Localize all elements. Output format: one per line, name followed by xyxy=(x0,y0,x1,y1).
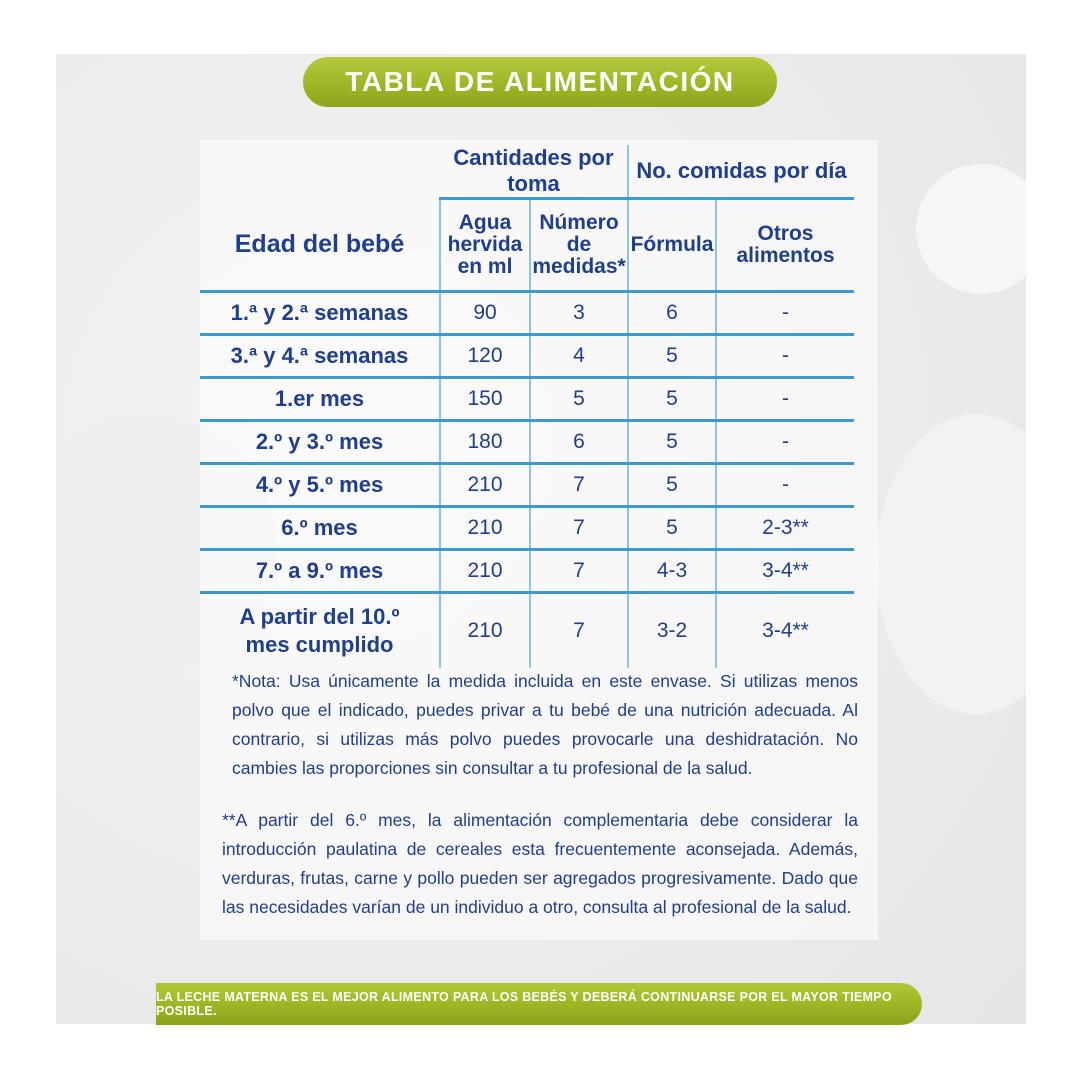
table-row xyxy=(200,421,854,464)
cell-scoops: 7 xyxy=(530,507,628,550)
cell-water-ml: 90 xyxy=(440,292,530,335)
column-header-other: Otros alimentos xyxy=(716,199,854,292)
table-row xyxy=(200,464,854,507)
cell-water-ml: 120 xyxy=(440,335,530,378)
cell-age: 6.º mes xyxy=(200,507,440,550)
breastfeeding-disclaimer: LA LECHE MATERNA ES EL MEJOR ALIMENTO PARA LOS BEBÉS Y DEBERÁ CONTINUARSE POR EL MAYOR TIEMPO POSIBLE. xyxy=(156,983,922,1025)
cell-age: 3.ª y 4.ª semanas xyxy=(200,335,440,378)
cell-other-foods: 3-4** xyxy=(716,550,854,593)
cell-water-ml: 150 xyxy=(440,378,530,421)
cell-water-ml: 180 xyxy=(440,421,530,464)
column-header-row xyxy=(200,199,854,292)
cell-scoops: 3 xyxy=(530,292,628,335)
cell-formula-feeds: 5 xyxy=(628,464,716,507)
column-header-water: Agua hervida en ml xyxy=(440,199,530,292)
cell-scoops: 7 xyxy=(530,593,628,669)
table-row xyxy=(200,378,854,421)
page-title: TABLA DE ALIMENTACIÓN xyxy=(303,57,777,107)
cell-other-foods: - xyxy=(716,335,854,378)
table-row xyxy=(200,550,854,593)
cell-other-foods: - xyxy=(716,421,854,464)
cell-other-foods: - xyxy=(716,292,854,335)
cell-other-foods: 3-4** xyxy=(716,593,854,669)
cell-age: 4.º y 5.º mes xyxy=(200,464,440,507)
note-complementary-feeding: **A partir del 6.º mes, la alimentación complementaria debe considerar la introducción paulatina de cereales esta frecuentemente aconsejada. Además, verduras, frutas, carne y pollo pueden ser agregados progresivamente. Dado que las necesidades varían de un individuo a otro, consulta al profesional de la salud. xyxy=(222,810,858,917)
group-header-per-feed: Cantidades por toma xyxy=(440,145,628,199)
cell-scoops: 7 xyxy=(530,550,628,593)
cell-formula-feeds: 5 xyxy=(628,421,716,464)
cell-other-foods: - xyxy=(716,378,854,421)
table-row xyxy=(200,507,854,550)
decorative-shape xyxy=(876,414,1026,714)
group-header-row xyxy=(200,145,854,199)
column-header-formula: Fórmula xyxy=(628,199,716,292)
cell-formula-feeds: 6 xyxy=(628,292,716,335)
table-row xyxy=(200,335,854,378)
cell-water-ml: 210 xyxy=(440,464,530,507)
cell-scoops: 5 xyxy=(530,378,628,421)
cell-formula-feeds: 5 xyxy=(628,378,716,421)
table-row xyxy=(200,593,854,669)
cell-other-foods: 2-3** xyxy=(716,507,854,550)
cell-formula-feeds: 5 xyxy=(628,507,716,550)
cell-water-ml: 210 xyxy=(440,550,530,593)
cell-age: 1.er mes xyxy=(200,378,440,421)
cell-other-foods: - xyxy=(716,464,854,507)
cell-water-ml: 210 xyxy=(440,507,530,550)
cell-water-ml: 210 xyxy=(440,593,530,669)
cell-formula-feeds: 5 xyxy=(628,335,716,378)
cell-scoops: 7 xyxy=(530,464,628,507)
cell-age: 2.º y 3.º mes xyxy=(200,421,440,464)
cell-scoops: 6 xyxy=(530,421,628,464)
decorative-shape xyxy=(916,164,1026,294)
cell-age: 1.ª y 2.ª semanas xyxy=(200,292,440,335)
column-header-age: Edad del bebé xyxy=(200,199,440,292)
cell-age: 7.º a 9.º mes xyxy=(200,550,440,593)
table-row xyxy=(200,292,854,335)
cell-formula-feeds: 3-2 xyxy=(628,593,716,669)
column-header-scoops: Número de medidas* xyxy=(530,199,628,292)
group-header-per-day: No. comidas por día xyxy=(628,145,854,199)
cell-scoops: 4 xyxy=(530,335,628,378)
feeding-table xyxy=(200,145,854,668)
note-measure: *Nota: Usa únicamente la medida incluida en este envase. Si utilizas menos polvo que el indicado, puedes privar a tu bebé de una nutrición adecuada. Al contrario, si utilizas más polvo puedes provocarle una deshidratación. No cambies las proporciones sin consultar a tu profesional de la salud. xyxy=(232,671,858,778)
cell-age: A partir del 10.º mes cumplido xyxy=(239,604,400,657)
cell-formula-feeds: 4-3 xyxy=(628,550,716,593)
